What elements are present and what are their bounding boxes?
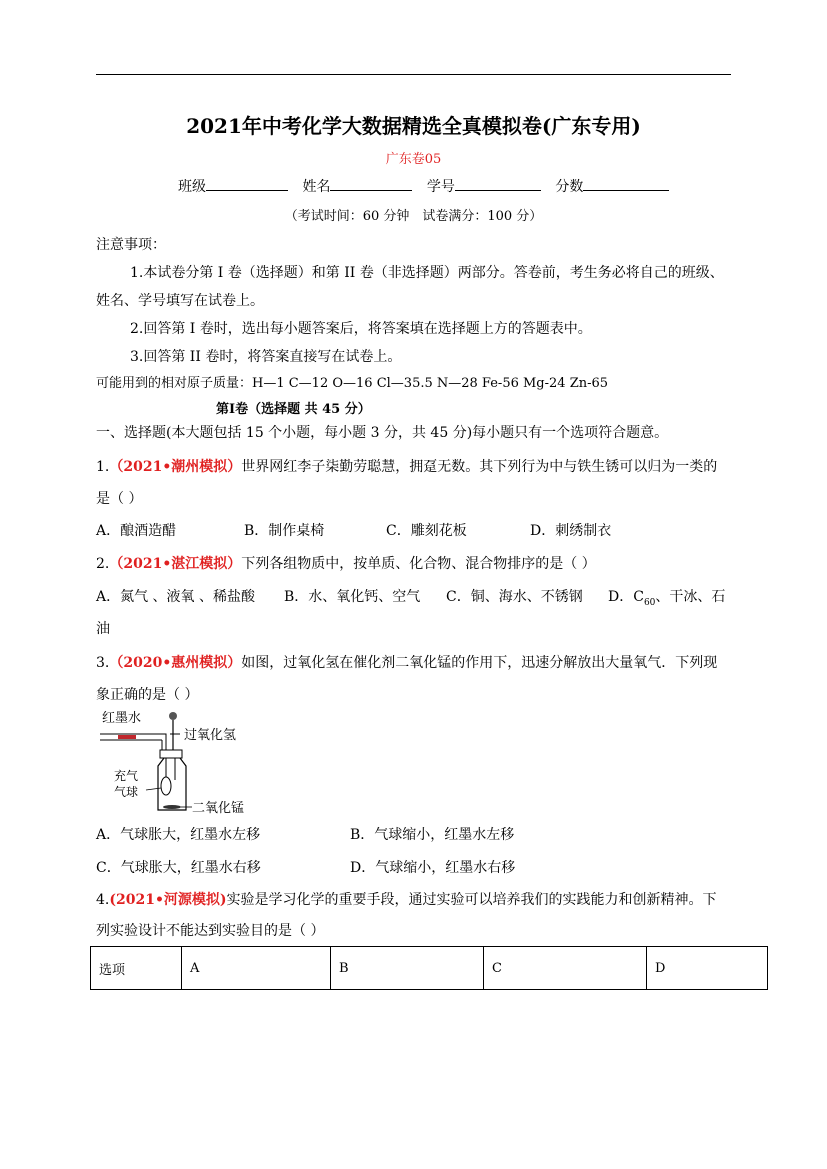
question-2-line1: [96, 553, 596, 573]
field-score-blank[interactable]: [583, 176, 669, 191]
field-name-blank[interactable]: [330, 176, 412, 191]
manganese-dioxide-powder: [163, 805, 181, 809]
apparatus-figure: [98, 706, 258, 816]
question-1-line2: 是（ ）: [96, 491, 143, 507]
question-3-option-a: A．气球胀大，红墨水左移: [96, 827, 261, 843]
atomic-mass-line: 可能用到的相对原子质量：H—1 C—12 O—16 Cl—35.5 N—28 Fe-56 Mg-24 Zn-65: [96, 376, 609, 391]
question-2-option-d-subscript: 60: [643, 597, 656, 608]
question-2-option-d-label: D．C: [608, 589, 644, 605]
question-1-text: 世界网红李子柒勤劳聪慧，拥趸无数。其下列行为中与铁生锈可以归为一类的: [241, 459, 718, 475]
question-1-option-c: C．雕刻花板: [386, 523, 467, 539]
question-2-option-c: C．铜、海水、不锈钢: [446, 589, 583, 605]
question-3-option-d: D．气球缩小，红墨水右移: [350, 860, 516, 876]
field-id-blank[interactable]: [455, 176, 541, 191]
table-row: [91, 947, 768, 990]
question-3-option-c: C．气球胀大，红墨水右移: [96, 860, 261, 876]
note-item-3: 3.回答第 II 卷时，将答案直接写在试卷上。: [130, 349, 402, 365]
top-rule: [96, 74, 731, 75]
funnel-bulb: [169, 712, 177, 720]
note-item-1-cont: 姓名、学号填写在试卷上。: [96, 293, 264, 309]
question-2-option-d: [608, 586, 725, 608]
balloon-pointer: [146, 788, 161, 790]
figure-label-manganese-dioxide: 二氧化锰: [192, 801, 245, 816]
red-ink-drop: [118, 735, 136, 739]
question-4-line2: 列实验设计不能达到实验目的是（ ）: [96, 923, 325, 939]
field-name-label: 姓名: [302, 179, 331, 195]
question-4-source: (2021•河源模拟): [109, 892, 227, 908]
figure-label-red-ink: 红墨水: [102, 711, 142, 726]
figure-label-hydrogen-peroxide: 过氧化氢: [184, 728, 237, 743]
question-1-option-d: D．刺绣制衣: [530, 523, 612, 539]
note-item-1: 1.本试卷分第 I 卷（选择题）和第 II 卷（非选择题）两部分。答卷前，考生务必将自己的班级、: [130, 265, 724, 281]
section-title: 第Ⅰ卷（选择题 共 45 分）: [216, 402, 371, 417]
flask-body: [158, 758, 186, 810]
question-1-option-a: A．酿酒造醋: [96, 523, 177, 539]
question-3-num: 3.: [96, 655, 110, 671]
table-header-d: D: [647, 947, 768, 990]
question-1-num: 1.: [96, 459, 110, 475]
question-3-option-b: B．气球缩小，红墨水左移: [350, 827, 515, 843]
question-1-option-b: B．制作桌椅: [244, 523, 325, 539]
table-header-c: C: [484, 947, 647, 990]
question-3-text: 如图，过氧化氢在催化剂二氧化锰的作用下，迅速分解放出大量氧气．下列现: [241, 655, 718, 671]
paper-subtitle: 广东卷05: [385, 152, 442, 167]
figure-label-inflated: 充气: [114, 769, 139, 783]
question-3-source: （2020•惠州模拟）: [109, 655, 242, 671]
question-3-line1: [96, 652, 717, 672]
page-title: 2021年中考化学大数据精选全真模拟卷(广东专用): [186, 114, 641, 138]
table-header-option: 选项: [91, 947, 182, 990]
question-2-source: （2021•湛江模拟）: [109, 556, 242, 572]
notes-heading: 注意事项：: [96, 237, 166, 253]
table-header-b: B: [331, 947, 484, 990]
question-4-line1: [96, 889, 717, 909]
balloon: [161, 777, 171, 795]
question-3-line2: 象正确的是（ ）: [96, 687, 199, 703]
question-2-text: 下列各组物质中，按单质、化合物、混合物排序的是（ ）: [241, 556, 596, 572]
note-item-2: 2.回答第 I 卷时，选出每小题答案后，将答案填在选择题上方的答题表中。: [130, 321, 592, 337]
field-class-label: 班级: [178, 179, 206, 195]
question-4-text: 实验是学习化学的重要手段，通过实验可以培养我们的实践能力和创新精神。下: [226, 892, 717, 908]
exam-time-info: （考试时间：60 分钟 试卷满分：100 分）: [284, 209, 543, 224]
question-4-num: 4.: [96, 892, 110, 908]
figure-label-balloon: 气球: [114, 785, 139, 799]
question-1-line1: [96, 456, 717, 476]
table-header-a: A: [182, 947, 331, 990]
question-2-num: 2.: [96, 556, 110, 572]
question-2-option-b: B．水、氧化钙、空气: [284, 589, 421, 605]
question-2-option-a: A．氮气 、液氧 、稀盐酸: [96, 589, 256, 605]
field-score-label: 分数: [555, 179, 584, 195]
question-2-option-d-rest: 、干冰、石: [655, 589, 726, 605]
student-info-fields: [178, 176, 669, 196]
question-2-option-tail: 油: [96, 621, 110, 637]
question-4-table: [90, 946, 768, 990]
stopper: [160, 750, 182, 758]
field-id-label: 学号: [426, 179, 455, 195]
field-class-blank[interactable]: [206, 176, 288, 191]
section-instruction: 一、选择题(本大题包括 15 个小题，每小题 3 分，共 45 分)每小题只有一个选项符合题意。: [96, 425, 669, 441]
question-1-source: （2021•潮州模拟）: [109, 459, 242, 475]
